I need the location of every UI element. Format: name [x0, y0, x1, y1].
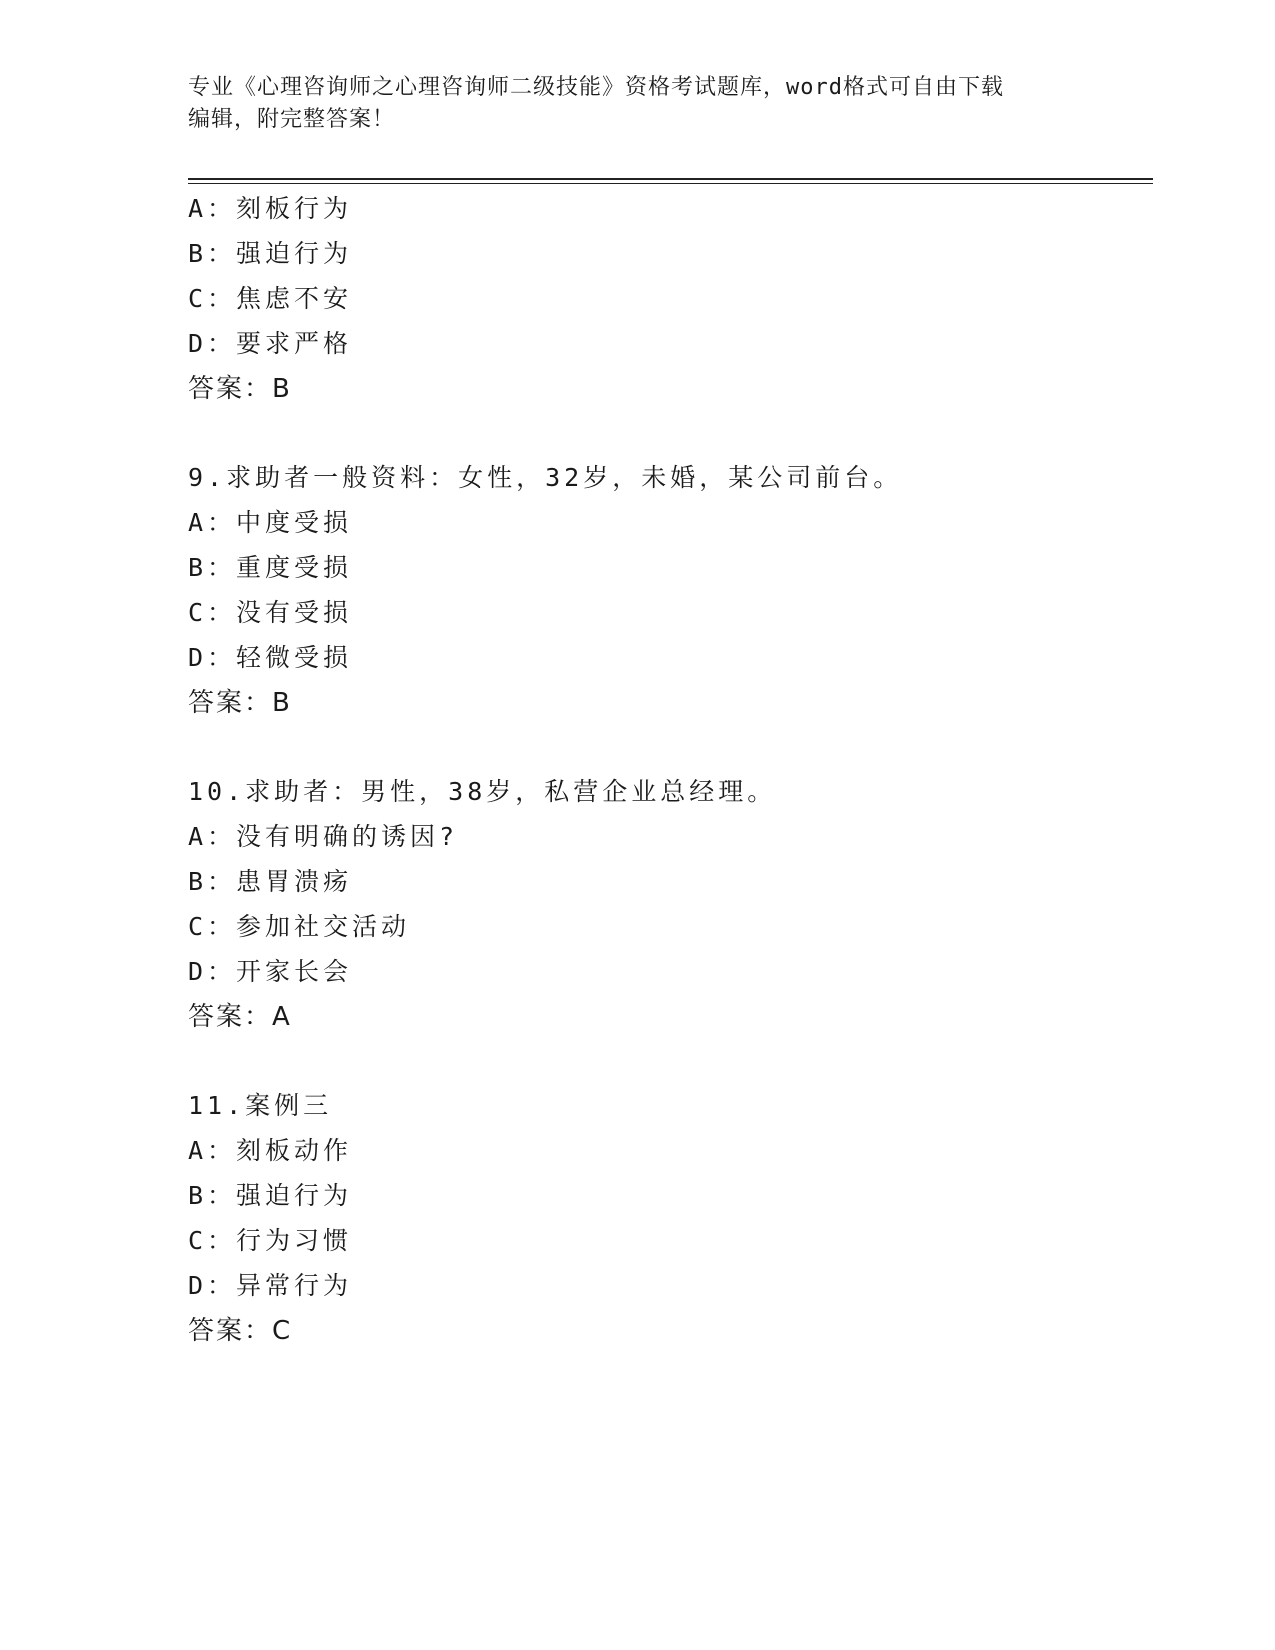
option-d: D：异常行为 [188, 1271, 353, 1300]
question-10-text: 10.求助者：男性，38岁，私营企业总经理。 [188, 777, 777, 806]
option-b: B：重度受损 [188, 553, 353, 582]
document-header [188, 72, 1088, 136]
answer-line: 答案：C [188, 1316, 293, 1346]
option-c: C：行为习惯 [188, 1226, 353, 1255]
option-a: A：中度受损 [188, 508, 353, 537]
option-b: B：患胃溃疡 [188, 867, 353, 896]
option-d: D：要求严格 [188, 329, 353, 358]
option-c: C：参加社交活动 [188, 912, 411, 941]
option-d: D：开家长会 [188, 957, 353, 986]
question-11-text: 11.案例三 [188, 1091, 333, 1120]
option-c: C：没有受损 [188, 598, 353, 627]
option-c: C：焦虑不安 [188, 284, 353, 313]
header-line-2: 编辑，附完整答案！ [188, 107, 396, 132]
option-a: A：刻板行为 [188, 194, 353, 223]
answer-line: 答案：A [188, 1002, 292, 1032]
header-line-1: 专业《心理咨询师之心理咨询师二级技能》资格考试题库，word格式可自由下载 [188, 75, 1004, 100]
option-a: A：刻板动作 [188, 1136, 353, 1165]
option-b: B：强迫行为 [188, 1181, 353, 1210]
header-divider-thin [188, 183, 1153, 184]
question-9-text: 9.求助者一般资料：女性，32岁，未婚，某公司前台。 [188, 463, 903, 492]
answer-line: 答案：B [188, 374, 292, 404]
option-a: A：没有明确的诱因? [188, 822, 459, 851]
option-d: D：轻微受损 [188, 643, 353, 672]
header-divider-thick [188, 178, 1153, 180]
option-b: B：强迫行为 [188, 239, 353, 268]
answer-line: 答案：B [188, 688, 292, 718]
